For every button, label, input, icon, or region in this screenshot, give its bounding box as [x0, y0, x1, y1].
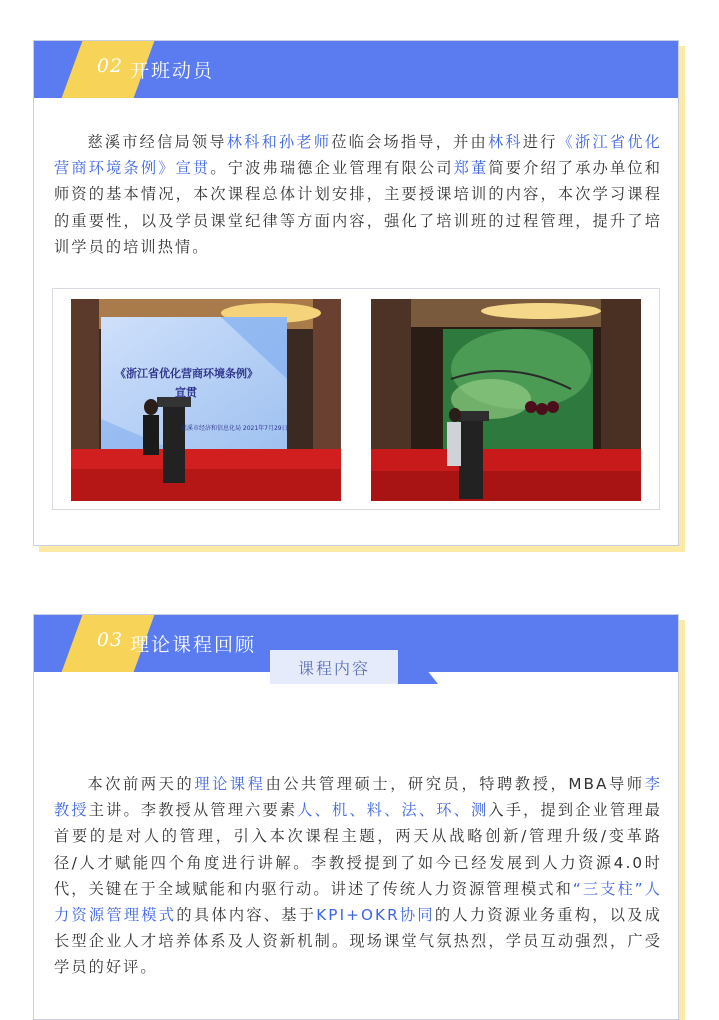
body-text: 本次前两天的	[87, 775, 195, 793]
event-photo-presentation	[71, 299, 341, 501]
badge-label: 课程内容	[297, 659, 370, 678]
photo-speaker-illustration	[371, 299, 641, 501]
body-text: 主讲。李教授从管理六要素	[88, 801, 298, 820]
body-text: 入手，提到企业管理最首要的是对人的管理，引入本次课程主题，两天从战略创新/管理升级/变革路径/人才赋能四个角度进行讲解。李教授提到了如今已经发展到人力资源4.0时代，关键在于全域赋能和内驱行动。讲述了传统人力资源管理模式和	[54, 801, 662, 898]
body-text: 的人力资源业务重构，以及成长型企业人才培养体系及人资新机制。现场课堂气氛热烈，学员互动强烈，广受学员的好评。	[54, 906, 662, 977]
section-number: 02	[96, 55, 124, 77]
section-card-theory	[33, 614, 679, 1020]
section-card-opening	[33, 40, 679, 546]
highlighted-text: 林科和孙老师	[226, 133, 332, 151]
highlighted-text: 郑董	[453, 159, 489, 178]
highlighted-text: 李教授	[54, 775, 662, 820]
theory-paragraph	[54, 771, 662, 981]
screen-subtitle: 宣贯	[175, 386, 197, 399]
photo-presentation-illustration	[71, 299, 341, 501]
event-photo-speaker	[371, 299, 641, 501]
highlighted-text: “三支柱”人力资源管理模式	[54, 879, 663, 925]
section-title: 理论课程回顾	[130, 634, 257, 656]
body-text: 简要介绍了承办单位和师资的基本情况，本次课程总体计划安排，主要授课培训的内容，本次学习课程的重要性，以及学员课堂纪律等方面内容，强化了培训班的过程管理，提升了培训学员的培训热情。	[54, 159, 663, 256]
screen-title: 《浙江省优化营商环境条例》	[115, 367, 258, 380]
highlighted-text: 林科	[487, 133, 523, 151]
body-text: 的具体内容、基于	[176, 906, 317, 925]
opening-paragraph	[54, 129, 662, 260]
body-text: 慈溪市经信局领导	[87, 133, 227, 151]
highlighted-text: 人、机、料、法、环、测	[297, 801, 489, 820]
highlighted-text: 理论课程	[194, 775, 266, 793]
body-text: 。宁波弗瑞德企业管理有限公司	[210, 159, 454, 178]
body-text: 莅临会场指导，并由	[331, 133, 488, 151]
section-number: 03	[96, 629, 124, 651]
screen-footer: 慈溪市经济和信息化局 2021年7月29日	[181, 425, 288, 432]
body-text: 进行	[522, 133, 558, 151]
body-text: 由公共管理硕士，研究员，特聘教授，MBA导师	[265, 775, 645, 793]
course-content-badge	[270, 650, 438, 684]
section-header	[34, 41, 678, 98]
section-title: 开班动员	[130, 60, 215, 82]
highlighted-text: KPI+OKR协同	[316, 906, 435, 925]
highlighted-text: 《浙江省优化营商环境条例》宣贯	[54, 133, 662, 178]
photo-strip	[52, 288, 660, 510]
